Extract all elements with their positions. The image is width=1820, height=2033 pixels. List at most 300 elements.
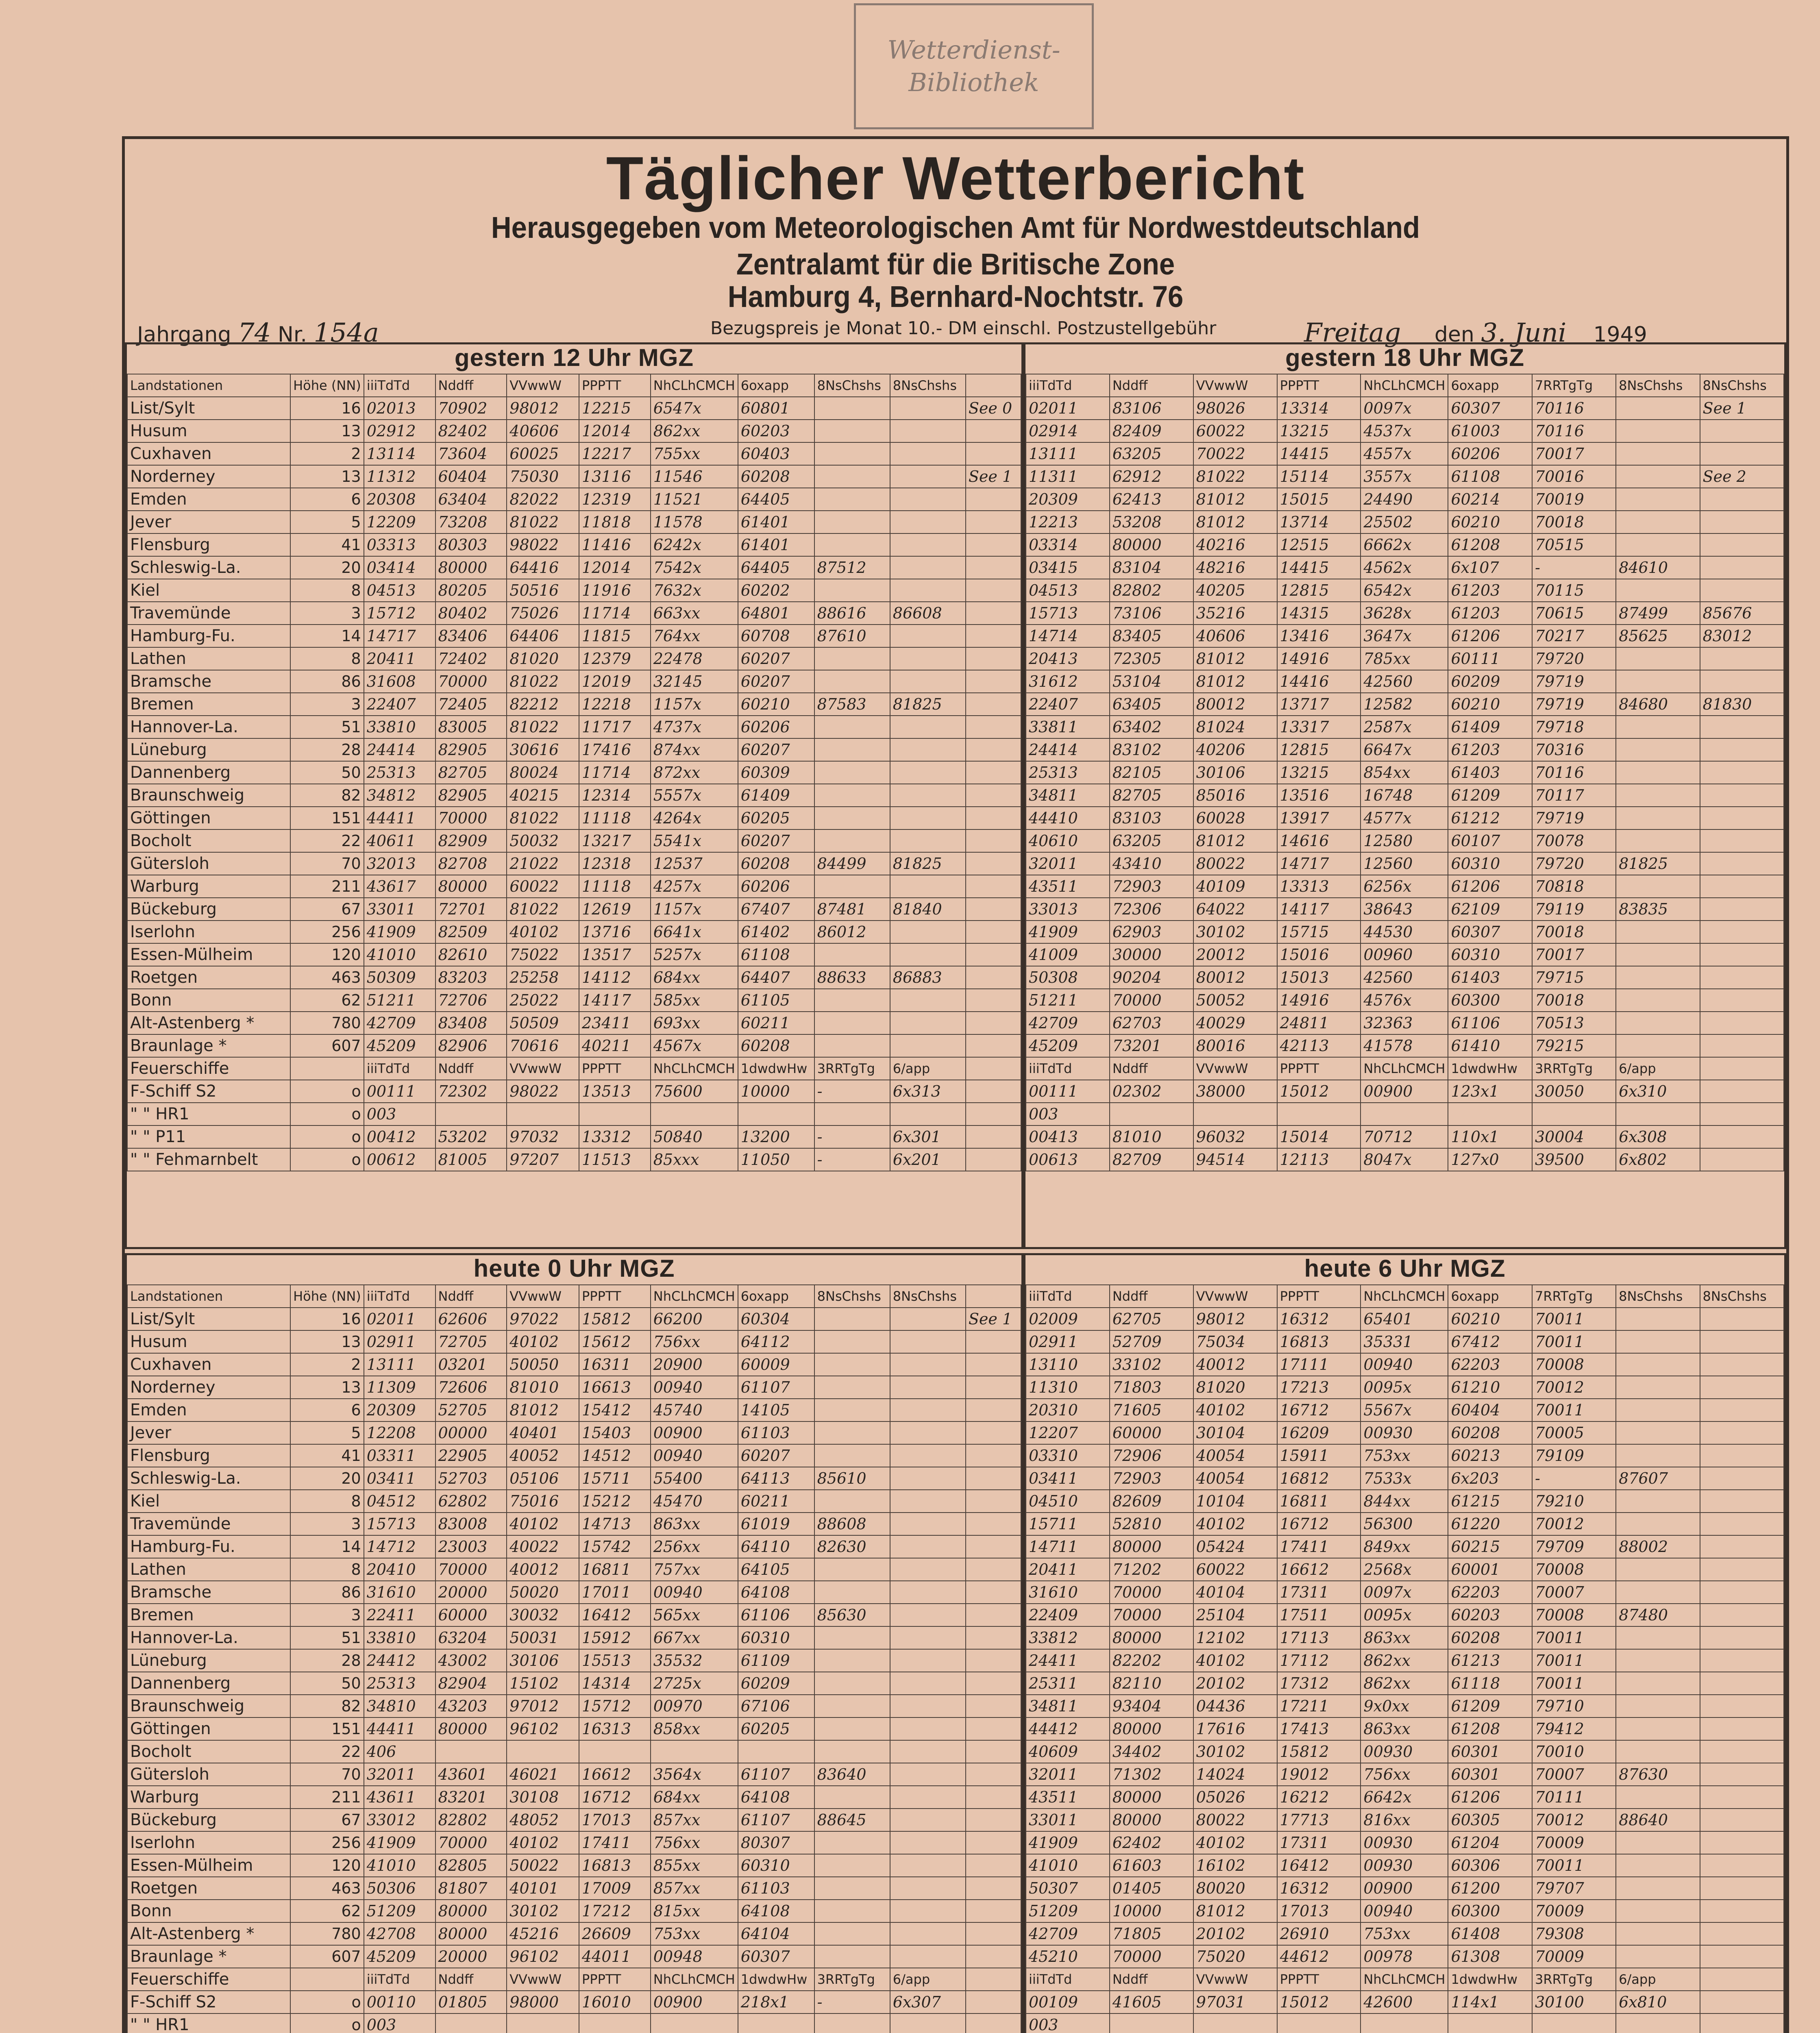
table-cell: 4576x [1361, 989, 1448, 1012]
table-cell: 79709 [1532, 1535, 1616, 1558]
table-cell: 83640 [814, 1763, 890, 1786]
table-cell: 10104 [1193, 1490, 1277, 1513]
table-cell [1616, 1330, 1700, 1353]
table-cell [1700, 1854, 1784, 1877]
table-cell: 862xx [651, 420, 738, 442]
table-cell: 20900 [651, 1353, 738, 1376]
col-header: Nddff [1110, 374, 1193, 397]
table-cell: 12379 [579, 647, 651, 670]
table-cell: 72906 [1110, 1444, 1193, 1467]
station-name: Husum [127, 420, 290, 442]
table-cell: 24412 [364, 1649, 435, 1672]
table-cell [814, 1353, 890, 1376]
table-cell [890, 442, 966, 465]
table-cell: 81012 [1193, 1900, 1277, 1922]
table-cell: 17311 [1277, 1831, 1361, 1854]
ship-col-header: 1dwdwHw [1448, 1968, 1532, 1991]
table-cell: 20102 [1193, 1922, 1277, 1945]
table-cell: 41010 [364, 943, 435, 966]
table-cell [890, 1581, 966, 1604]
table-cell: 26910 [1277, 1922, 1361, 1945]
table-cell: 87499 [1616, 602, 1700, 625]
table-cell: 82105 [1110, 761, 1193, 784]
table-cell [1616, 1695, 1700, 1717]
header-row [1026, 1285, 1784, 1308]
table-cell [890, 716, 966, 738]
table-cell: 33812 [1026, 1626, 1110, 1649]
note-cell [966, 556, 1021, 579]
table-cell: 50020 [507, 1581, 579, 1604]
table-cell: - [814, 1125, 890, 1148]
table-row [127, 1649, 1021, 1672]
col-header-station: Landstationen [127, 1285, 290, 1308]
table-cell: 70009 [1532, 1900, 1616, 1922]
table-cell: 98012 [507, 397, 579, 420]
note-cell [966, 1421, 1021, 1444]
table-cell: 12208 [364, 1421, 435, 1444]
ship-col-header: 3RRTgTg [814, 1057, 890, 1080]
publisher-line: Herausgegeben vom Meteorologischen Amt für Nordwestdeutschland [491, 211, 1420, 244]
table-cell [814, 579, 890, 602]
table-cell: 05106 [507, 1467, 579, 1490]
table-cell: 75030 [507, 465, 579, 488]
table-row [1026, 1558, 1784, 1581]
table-cell: 52705 [435, 1399, 507, 1421]
ship-header-row [1026, 1968, 1784, 1991]
note-cell [966, 1558, 1021, 1581]
table-cell: 48052 [507, 1809, 579, 1831]
table-cell [814, 1831, 890, 1854]
table-cell [890, 465, 966, 488]
ship-row [1026, 1148, 1784, 1171]
station-height: 22 [290, 829, 364, 852]
station-height: 51 [290, 716, 364, 738]
table-cell: 34811 [1026, 1695, 1110, 1717]
station-name: Hamburg-Fu. [127, 625, 290, 647]
table-cell: 40611 [364, 829, 435, 852]
table-cell [890, 511, 966, 533]
table-cell: 60210 [1448, 693, 1532, 716]
table-cell: 84610 [1616, 556, 1700, 579]
table-cell: 81010 [507, 1376, 579, 1399]
station-name: List/Sylt [127, 397, 290, 420]
table-row [127, 943, 1021, 966]
note-cell [966, 989, 1021, 1012]
table-cell [814, 1012, 890, 1034]
table-row [127, 1877, 1021, 1900]
table-cell: 11815 [579, 625, 651, 647]
col-header: 6oxapp [1448, 374, 1532, 397]
col-header: PPPTT [1277, 374, 1361, 397]
table-cell: 60310 [738, 1626, 814, 1649]
ship-col-header: NhCLhCMCH [651, 1968, 738, 1991]
table-row [127, 1034, 1021, 1057]
table-cell [1616, 1353, 1700, 1376]
table-cell: 75022 [507, 943, 579, 966]
table-cell: 30102 [1193, 1740, 1277, 1763]
table-cell: 75026 [507, 602, 579, 625]
station-name: Bonn [127, 1900, 290, 1922]
table-cell: 79412 [1532, 1717, 1616, 1740]
station-height: 13 [290, 465, 364, 488]
table-cell: 70011 [1532, 1308, 1616, 1330]
observation-table [127, 1284, 1021, 2033]
table-cell: 5541x [651, 829, 738, 852]
table-cell: 756xx [651, 1330, 738, 1353]
table-cell [890, 579, 966, 602]
table-cell: 13110 [1026, 1353, 1110, 1376]
station-height: 67 [290, 1809, 364, 1831]
table-cell: 13111 [364, 1353, 435, 1376]
table-cell: 62203 [1448, 1581, 1532, 1604]
table-cell [1700, 420, 1784, 442]
table-cell: 61106 [738, 1604, 814, 1626]
table-cell: - [814, 1148, 890, 1171]
table-cell: 81840 [890, 898, 966, 921]
table-cell: 33011 [1026, 1809, 1110, 1831]
table-cell: 64108 [738, 1581, 814, 1604]
table-cell: 31608 [364, 670, 435, 693]
table-cell: 16813 [1277, 1330, 1361, 1353]
station-height: 3 [290, 1513, 364, 1535]
table-cell [1700, 488, 1784, 511]
table-cell: 003 [364, 2013, 435, 2033]
table-cell: 80020 [1193, 1877, 1277, 1900]
table-cell: 63204 [435, 1626, 507, 1649]
table-cell: 16209 [1277, 1421, 1361, 1444]
table-cell: 684xx [651, 1786, 738, 1809]
table-cell: 61203 [1448, 738, 1532, 761]
ship-row [1026, 1991, 1784, 2013]
table-cell: 6647x [1361, 738, 1448, 761]
table-cell: 62912 [1110, 465, 1193, 488]
table-cell: 53202 [435, 1125, 507, 1148]
table-cell: 12215 [579, 397, 651, 420]
table-cell: 61103 [738, 1421, 814, 1444]
table-cell: 15015 [1277, 488, 1361, 511]
table-cell: 61003 [1448, 420, 1532, 442]
table-cell: 35331 [1361, 1330, 1448, 1353]
table-cell: 70000 [1110, 989, 1193, 1012]
table-cell [1700, 1604, 1784, 1626]
table-cell: 11818 [579, 511, 651, 533]
col-header: 7RRTgTg [1532, 374, 1616, 397]
station-name: Bocholt [127, 1740, 290, 1763]
table-cell: 83201 [435, 1786, 507, 1809]
station-name: Roetgen [127, 966, 290, 989]
table-cell: 17009 [579, 1877, 651, 1900]
table-cell: 00930 [1361, 1740, 1448, 1763]
col-header: NhCLhCMCH [1361, 1285, 1448, 1308]
table-cell: 13215 [1277, 761, 1361, 784]
station-height: 8 [290, 1558, 364, 1581]
note-cell [966, 1922, 1021, 1945]
table-cell [890, 1831, 966, 1854]
table-row [1026, 1012, 1784, 1034]
table-cell: 62705 [1110, 1308, 1193, 1330]
table-cell: 6x308 [1616, 1125, 1700, 1148]
table-cell [1616, 1672, 1700, 1695]
table-cell: 684xx [651, 966, 738, 989]
ship-row [127, 1080, 1021, 1103]
note-cell: See 1 [966, 465, 1021, 488]
table-cell: 81024 [1193, 716, 1277, 738]
table-row [1026, 1649, 1784, 1672]
ship-col-header: 6/app [1616, 1057, 1700, 1080]
table-cell: 61215 [1448, 1490, 1532, 1513]
table-cell: 70012 [1532, 1376, 1616, 1399]
table-cell: 22409 [1026, 1604, 1110, 1626]
table-cell: 44411 [364, 1717, 435, 1740]
table-cell: 31612 [1026, 670, 1110, 693]
table-cell: 66200 [651, 1308, 738, 1330]
note-cell [966, 1649, 1021, 1672]
table-cell: 60209 [738, 1672, 814, 1695]
station-height: 3 [290, 693, 364, 716]
table-cell [814, 533, 890, 556]
panel-title: gestern 12 Uhr MGZ [454, 344, 694, 371]
table-cell: 87610 [814, 625, 890, 647]
table-cell [1616, 397, 1700, 420]
table-cell: 4264x [651, 807, 738, 829]
table-cell: 70000 [435, 1558, 507, 1581]
table-cell: 62402 [1110, 1831, 1193, 1854]
table-cell: 40012 [1193, 1353, 1277, 1376]
station-name: Bückeburg [127, 898, 290, 921]
note-cell [966, 579, 1021, 602]
note-cell [966, 1740, 1021, 1763]
table-cell: 85610 [814, 1467, 890, 1490]
table-cell [1616, 2013, 1700, 2033]
table-cell [1616, 420, 1700, 442]
table-cell: 16712 [1277, 1513, 1361, 1535]
table-cell: 87512 [814, 556, 890, 579]
table-cell: 17212 [579, 1900, 651, 1922]
table-cell: 44612 [1277, 1945, 1361, 1968]
station-height: 13 [290, 1376, 364, 1399]
table-cell: 81012 [1193, 511, 1277, 533]
table-cell: 70019 [1532, 488, 1616, 511]
table-cell: 00900 [1361, 1877, 1448, 1900]
table-cell: 04512 [364, 1490, 435, 1513]
ship-col-header: 1dwdwHw [1448, 1057, 1532, 1080]
note-cell [966, 670, 1021, 693]
table-cell [890, 761, 966, 784]
table-cell: 43203 [435, 1695, 507, 1717]
table-cell: 35532 [651, 1649, 738, 1672]
table-cell [1700, 1581, 1784, 1604]
table-cell: 756xx [651, 1831, 738, 1854]
station-name: Hannover-La. [127, 1626, 290, 1649]
table-cell: 60000 [1110, 1421, 1193, 1444]
table-cell [1700, 1034, 1784, 1057]
table-cell: 00930 [1361, 1854, 1448, 1877]
table-cell [1700, 898, 1784, 921]
note-cell [966, 784, 1021, 807]
table-cell: 70000 [435, 1831, 507, 1854]
note-cell [966, 1399, 1021, 1421]
table-cell: 5257x [651, 943, 738, 966]
table-cell: 22905 [435, 1444, 507, 1467]
table-cell: 14112 [579, 966, 651, 989]
table-cell: 81022 [507, 511, 579, 533]
table-cell [1700, 829, 1784, 852]
table-cell: 00940 [1361, 1900, 1448, 1922]
table-row [127, 1900, 1021, 1922]
table-cell [890, 533, 966, 556]
table-cell: 40102 [507, 1831, 579, 1854]
table-cell: 50031 [507, 1626, 579, 1649]
table-cell: 6642x [1361, 1786, 1448, 1809]
table-cell [890, 1353, 966, 1376]
ship-col-header: PPPTT [1277, 1057, 1361, 1080]
col-header: VVwwW [1193, 1285, 1277, 1308]
table-cell: 86883 [890, 966, 966, 989]
table-cell [1700, 852, 1784, 875]
table-cell [435, 2013, 507, 2033]
table-cell: 42560 [1361, 966, 1448, 989]
table-cell [814, 488, 890, 511]
table-cell [814, 1103, 890, 1125]
table-cell: 70116 [1532, 397, 1616, 420]
table-cell: 60210 [1448, 1308, 1532, 1330]
table-cell: 44411 [364, 807, 435, 829]
ship-row [127, 1125, 1021, 1148]
table-cell [738, 1740, 814, 1763]
ship-name: " " HR1 [127, 2013, 290, 2033]
table-cell: 12319 [579, 488, 651, 511]
table-cell: 80205 [435, 579, 507, 602]
ship-col-header: 3RRTgTg [1532, 1968, 1616, 1991]
table-cell: 15711 [579, 1467, 651, 1490]
table-cell: 11714 [579, 761, 651, 784]
col-header: PPPTT [1277, 1285, 1361, 1308]
table-cell: 17411 [579, 1831, 651, 1854]
table-cell: 85xxx [651, 1148, 738, 1171]
table-cell: 11717 [579, 716, 651, 738]
table-row [1026, 602, 1784, 625]
table-cell: 81825 [1616, 852, 1700, 875]
empty-cell [966, 1991, 1021, 2013]
table-cell: 79720 [1532, 852, 1616, 875]
table-cell [1700, 511, 1784, 533]
table-cell: 43617 [364, 875, 435, 898]
table-row [1026, 738, 1784, 761]
table-row [127, 852, 1021, 875]
table-cell: 60403 [738, 442, 814, 465]
table-cell: 70078 [1532, 829, 1616, 852]
table-cell: 72606 [435, 1376, 507, 1399]
table-cell: 82402 [435, 420, 507, 442]
address-line: Hamburg 4, Bernhard-Nochtstr. 76 [727, 280, 1184, 313]
table-cell: 50052 [1193, 989, 1277, 1012]
table-row [127, 1922, 1021, 1945]
table-cell [890, 1444, 966, 1467]
table-cell: 4562x [1361, 556, 1448, 579]
table-cell: 40102 [1193, 1513, 1277, 1535]
ship-col-header: NhCLhCMCH [1361, 1057, 1448, 1080]
note-cell [966, 1945, 1021, 1968]
table-cell [1448, 1103, 1532, 1125]
ship-row [1026, 1125, 1784, 1148]
note-cell [966, 647, 1021, 670]
table-cell: 64416 [507, 556, 579, 579]
table-cell: 34402 [1110, 1740, 1193, 1763]
table-cell: 50050 [507, 1353, 579, 1376]
table-cell: 50516 [507, 579, 579, 602]
table-cell [1700, 1125, 1784, 1148]
table-cell: 70000 [435, 807, 507, 829]
table-row [127, 875, 1021, 898]
table-cell: 83012 [1700, 625, 1784, 647]
table-cell: 23003 [435, 1535, 507, 1558]
table-cell [814, 1922, 890, 1945]
table-cell: 6x310 [1616, 1080, 1700, 1103]
table-cell: 41909 [364, 921, 435, 943]
table-cell [890, 1513, 966, 1535]
table-cell: 61308 [1448, 1945, 1532, 1968]
table-cell: 97012 [507, 1695, 579, 1717]
table-cell [1616, 1421, 1700, 1444]
den-label: den [1434, 322, 1474, 347]
table-cell: 40054 [1193, 1444, 1277, 1467]
table-cell [1616, 670, 1700, 693]
table-cell: 61409 [1448, 716, 1532, 738]
table-cell [814, 1330, 890, 1353]
table-cell: 51211 [1026, 989, 1110, 1012]
table-row [1026, 511, 1784, 533]
note-cell [966, 1581, 1021, 1604]
table-cell: 15812 [1277, 1740, 1361, 1763]
station-height: 2 [290, 1353, 364, 1376]
table-cell [814, 1581, 890, 1604]
table-cell: 81825 [890, 852, 966, 875]
table-cell [890, 1399, 966, 1421]
table-cell: 61206 [1448, 875, 1532, 898]
note-cell [966, 1376, 1021, 1399]
station-name: Lüneburg [127, 738, 290, 761]
table-cell [1700, 1922, 1784, 1945]
table-row [127, 1626, 1021, 1649]
station-height: 51 [290, 1626, 364, 1649]
table-cell: 75020 [1193, 1945, 1277, 1968]
table-cell: 17113 [1277, 1626, 1361, 1649]
table-row [1026, 989, 1784, 1012]
table-cell: 73201 [1110, 1034, 1193, 1057]
table-cell: 72402 [435, 647, 507, 670]
table-row [127, 1672, 1021, 1695]
station-name: Schleswig-La. [127, 1467, 290, 1490]
table-cell [890, 807, 966, 829]
table-row [127, 829, 1021, 852]
table-row [1026, 1717, 1784, 1740]
table-cell: 15711 [1026, 1513, 1110, 1535]
table-cell [1616, 1649, 1700, 1672]
table-cell: 854xx [1361, 761, 1448, 784]
table-cell [890, 1786, 966, 1809]
table-cell: 16311 [579, 1353, 651, 1376]
table-cell [814, 397, 890, 420]
table-cell: 30100 [1532, 1991, 1616, 2013]
table-cell: 53208 [1110, 511, 1193, 533]
table-row [1026, 784, 1784, 807]
table-cell: 16612 [1277, 1558, 1361, 1581]
table-cell: 61210 [1448, 1376, 1532, 1399]
col-header-ships: Feuerschiffe [127, 1057, 290, 1080]
table-cell [1700, 1535, 1784, 1558]
table-cell: 04513 [1026, 579, 1110, 602]
table-cell: 72701 [435, 898, 507, 921]
